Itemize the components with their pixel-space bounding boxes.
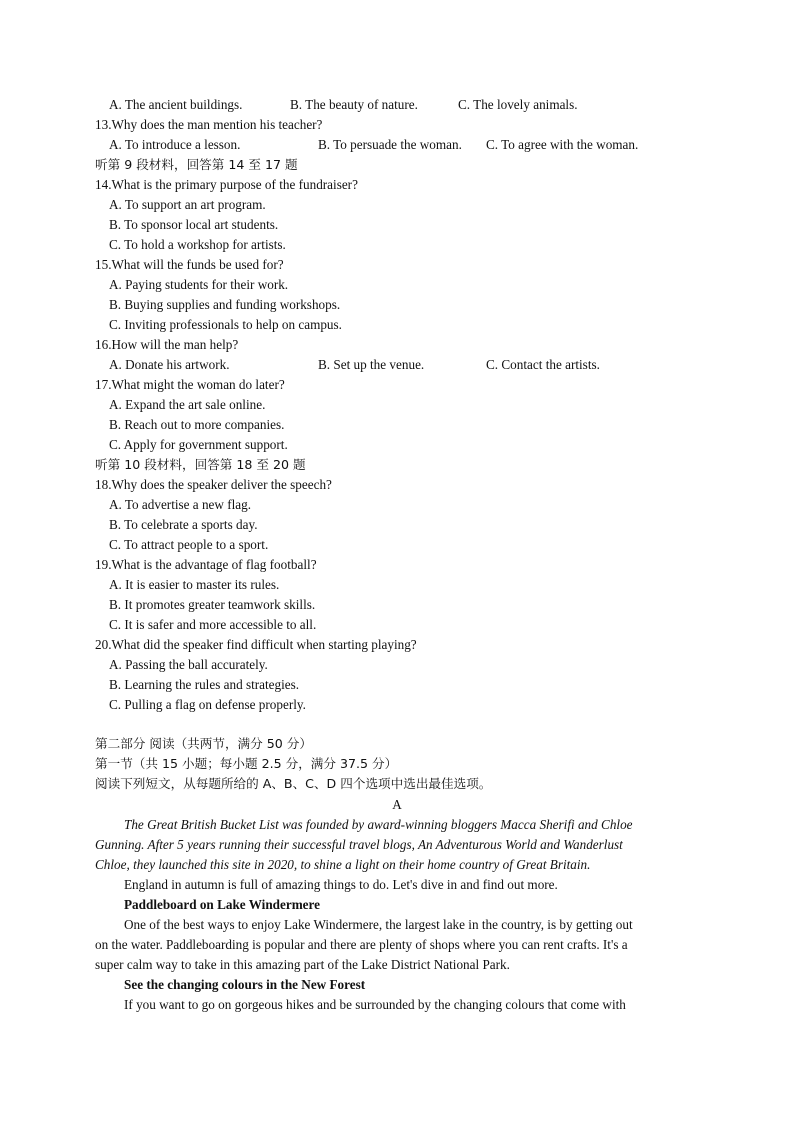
q16-option-c: C. Contact the artists. — [486, 357, 600, 372]
q15-option-a: A. Paying students for their work. — [109, 277, 289, 292]
section1-header: 第一节（共 15 小题；每小题 2.5 分，满分 37.5 分） — [95, 756, 398, 771]
autumn-line: England in autumn is full of amazing things to do. Let's dive in and find out more. — [124, 877, 558, 892]
intro-line-2: Gunning. After 5 years running their successful travel blogs, An Adventurous World and Wanderlust — [95, 837, 623, 852]
q13-option-a: A. To introduce a lesson. — [109, 137, 241, 152]
q20-option-a: A. Passing the ball accurately. — [109, 657, 268, 672]
para1-line-1: One of the best ways to enjoy Lake Windermere, the largest lake in the country, is by getting out — [124, 917, 633, 932]
q16-options — [109, 355, 713, 375]
part2-header: 第二部分 阅读（共两节，满分 50 分） — [95, 736, 312, 751]
para1-line-3: super calm way to take in this amazing part of the Lake District National Park. — [95, 957, 510, 972]
reading-instructions: 阅读下列短文，从每题所给的 A、B、C、D 四个选项中选出最佳选项。 — [95, 776, 492, 791]
q14-question: 14.What is the primary purpose of the fundraiser? — [95, 177, 358, 192]
q14-option-c: C. To hold a workshop for artists. — [109, 237, 286, 252]
q15-question: 15.What will the funds be used for? — [95, 257, 284, 272]
q17-option-b: B. Reach out to more companies. — [109, 417, 285, 432]
q20-option-c: C. Pulling a flag on defense properly. — [109, 697, 306, 712]
q19-option-b: B. It promotes greater teamwork skills. — [109, 597, 316, 612]
q12-option-b: B. The beauty of nature. — [290, 97, 418, 112]
q17-question: 17.What might the woman do later? — [95, 377, 285, 392]
q12-option-a: A. The ancient buildings. — [109, 97, 243, 112]
q17-option-a: A. Expand the art sale online. — [109, 397, 266, 412]
passage-letter: A — [392, 797, 402, 812]
q13-question: 13.Why does the man mention his teacher? — [95, 117, 323, 132]
intro-line-1: The Great British Bucket List was founded by award-winning bloggers Macca Sherifi and Chloe — [124, 817, 633, 832]
para1-line-2: on the water. Paddleboarding is popular and there are plenty of shops where you can rent crafts. It's a — [95, 937, 628, 952]
q16-option-a: A. Donate his artwork. — [109, 357, 230, 372]
q15-option-b: B. Buying supplies and funding workshops. — [109, 297, 341, 312]
q13-option-c: C. To agree with the woman. — [486, 137, 639, 152]
q18-option-c: C. To attract people to a sport. — [109, 537, 269, 552]
section9-header: 听第 9 段材料，回答第 14 至 17 题 — [95, 157, 298, 172]
q20-question: 20.What did the speaker find difficult when starting playing? — [95, 637, 417, 652]
intro-line-3: Chloe, they launched this site in 2020, to shine a light on their home country of Great Britain. — [95, 857, 591, 872]
q17-option-c: C. Apply for government support. — [109, 437, 288, 452]
q16-option-b: B. Set up the venue. — [318, 357, 425, 372]
section10-header: 听第 10 段材料，回答第 18 至 20 题 — [95, 457, 306, 472]
q18-question: 18.Why does the speaker deliver the speech? — [95, 477, 332, 492]
q18-option-a: A. To advertise a new flag. — [109, 497, 252, 512]
q19-option-c: C. It is safer and more accessible to all. — [109, 617, 317, 632]
q18-option-b: B. To celebrate a sports day. — [109, 517, 258, 532]
q13-option-b: B. To persuade the woman. — [318, 137, 462, 152]
q19-option-a: A. It is easier to master its rules. — [109, 577, 280, 592]
para2-line-1: If you want to go on gorgeous hikes and be surrounded by the changing colours that come with — [124, 997, 626, 1012]
q12-options — [109, 95, 713, 115]
q14-option-a: A. To support an art program. — [109, 197, 266, 212]
heading-new-forest: See the changing colours in the New Forest — [124, 977, 366, 992]
q19-question: 19.What is the advantage of flag football? — [95, 557, 317, 572]
q13-options — [109, 135, 713, 155]
q12-option-c: C. The lovely animals. — [458, 97, 578, 112]
q14-option-b: B. To sponsor local art students. — [109, 217, 279, 232]
q15-option-c: C. Inviting professionals to help on campus. — [109, 317, 342, 332]
heading-paddleboard: Paddleboard on Lake Windermere — [124, 897, 320, 912]
q16-question: 16.How will the man help? — [95, 337, 239, 352]
q20-option-b: B. Learning the rules and strategies. — [109, 677, 300, 692]
